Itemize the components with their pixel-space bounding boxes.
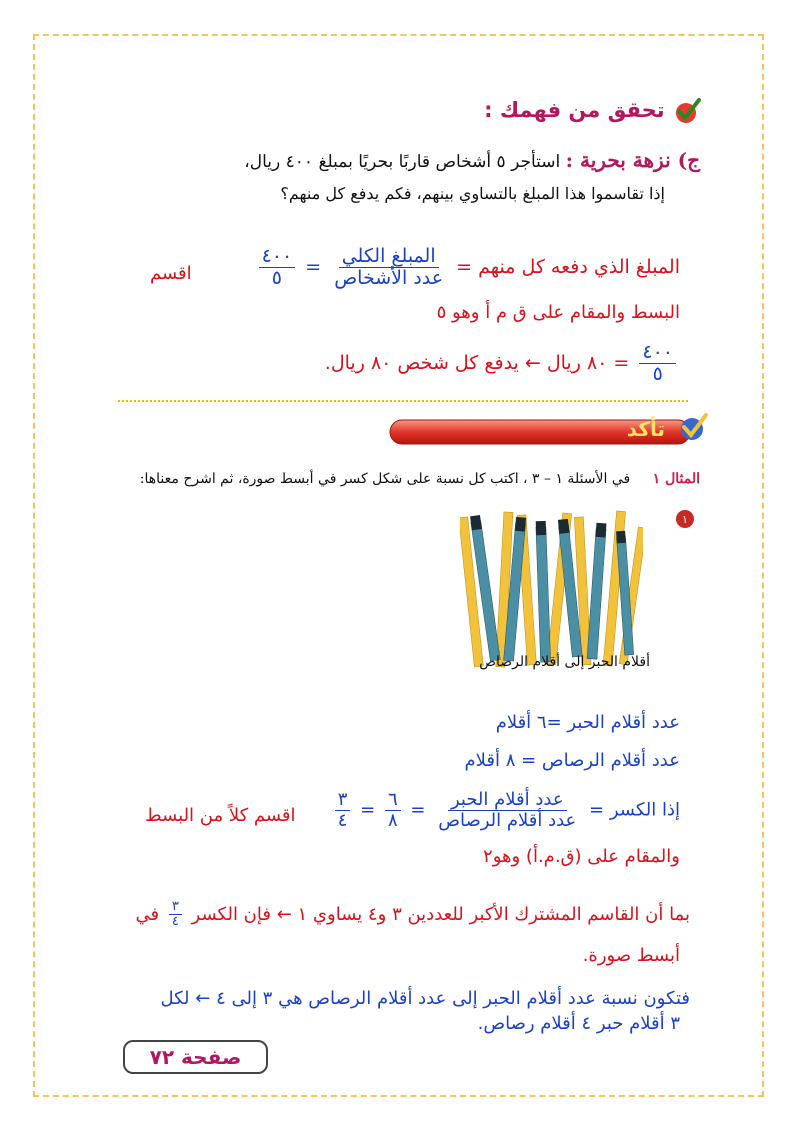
fraction-denominator: ٨ — [387, 809, 398, 831]
fraction-numerator: عدد أقلام الحبر — [448, 790, 567, 811]
conclusion-line-2: ٣ أقلام حبر ٤ أقلام رصاص. — [477, 1013, 680, 1034]
fraction-numerator: المبلغ الكلي — [339, 246, 439, 268]
pencil-count: عدد أقلام الرصاص = ٨ أقلام — [464, 750, 680, 771]
problem-line-1 — [244, 148, 700, 172]
instruction-text: في الأسئلة ١ – ٣ ، اكتب كل نسبة على شكل كسر في أبسط صورة، ثم اشرح معناها: — [139, 471, 631, 487]
gcd-line — [135, 900, 690, 930]
six-over-eight-fraction — [385, 790, 401, 831]
equals-sign: = — [305, 255, 322, 278]
fraction-denominator: ٥ — [652, 362, 663, 385]
page-number: صفحة ٧٢ — [149, 1045, 242, 1069]
gcd-line-2: أبسط صورة. — [582, 945, 680, 966]
fraction-numerator: ٦ — [385, 790, 401, 811]
gcd-text-end: في — [135, 903, 160, 925]
conclusion-line-1: فتكون نسبة عدد أقلام الحبر إلى عدد أقلام الرصاص هي ٣ إلى ٤ ← لكل — [160, 988, 690, 1009]
fraction-equation — [331, 790, 680, 831]
gcd-text: بما أن القاسم المشترك الأكبر للعددين ٣ و٤ يساوي ١ ← فإن الكسر — [191, 903, 690, 925]
solution-equation — [255, 246, 680, 289]
three-over-four-fraction — [335, 790, 351, 831]
fraction-denominator: ٥ — [271, 266, 282, 289]
solution-result — [325, 342, 680, 385]
fraction-denominator: عدد أقلام الرصاص — [438, 809, 577, 831]
divide-hint-2: اقسم كلاً من البسط — [145, 805, 296, 826]
problem-text-1: استأجر ٥ أشخاص قاربًا بحريًا بمبلغ ٤٠٠ ريال، — [244, 152, 561, 172]
fraction-denominator: ٤ — [337, 809, 348, 831]
banner-label: تأكد — [626, 417, 665, 441]
fraction-label: إذا الكسر = — [589, 799, 680, 821]
equals-sign: = — [360, 799, 376, 821]
page-number-box — [123, 1040, 268, 1074]
ink-count: عدد أقلام الحبر =٦ أقلام — [495, 712, 680, 733]
value-fraction — [259, 246, 296, 289]
fraction-denominator: عدد الأشخاص — [334, 266, 444, 289]
problem-line-2: إذا تقاسموا هذا المبلغ بالتساوي بينهم، فكم يدفع كل منهم؟ — [280, 184, 665, 203]
fraction-numerator: ٣ — [169, 900, 182, 915]
example-tag: المثال ١ — [652, 471, 700, 487]
divide-hint-line2: البسط والمقام على ق م أ وهو ٥ — [436, 302, 680, 323]
divide-hint-2-line2: والمقام على (ق.م.أ) وهو٢ — [483, 846, 680, 867]
ink-over-pencil-fraction — [435, 790, 579, 831]
result-text: = ٨٠ ريال ← يدفع كل شخص ٨٠ ريال. — [324, 351, 630, 374]
heading-text: تحقق من فهمك : — [484, 98, 665, 122]
amount-each-label: المبلغ الذي دفعه كل منهم = — [456, 255, 680, 278]
check-understanding-heading — [484, 96, 702, 126]
fraction-denominator: ٤ — [171, 914, 179, 930]
section-divider — [118, 400, 688, 402]
instruction-line — [140, 471, 700, 487]
divide-hint: اقسم — [150, 263, 192, 284]
pens-and-pencils-image — [460, 507, 643, 674]
question-number-badge — [676, 510, 694, 528]
checkmark-icon — [672, 96, 702, 126]
total-over-people-fraction — [331, 246, 446, 289]
question-number: ١ — [682, 512, 688, 526]
image-caption: أقلام الحبر إلى أقلام الرصاص — [479, 654, 650, 670]
gcd-fraction — [169, 900, 182, 930]
fraction-numerator: ٣ — [335, 790, 351, 811]
result-fraction — [639, 342, 676, 385]
problem-label: ج) نزهة بحرية : — [565, 148, 700, 172]
fraction-numerator: ٤٠٠ — [639, 342, 676, 364]
equals-sign: = — [410, 799, 426, 821]
fraction-numerator: ٤٠٠ — [259, 246, 296, 268]
confirm-checkmark-icon — [676, 410, 710, 444]
